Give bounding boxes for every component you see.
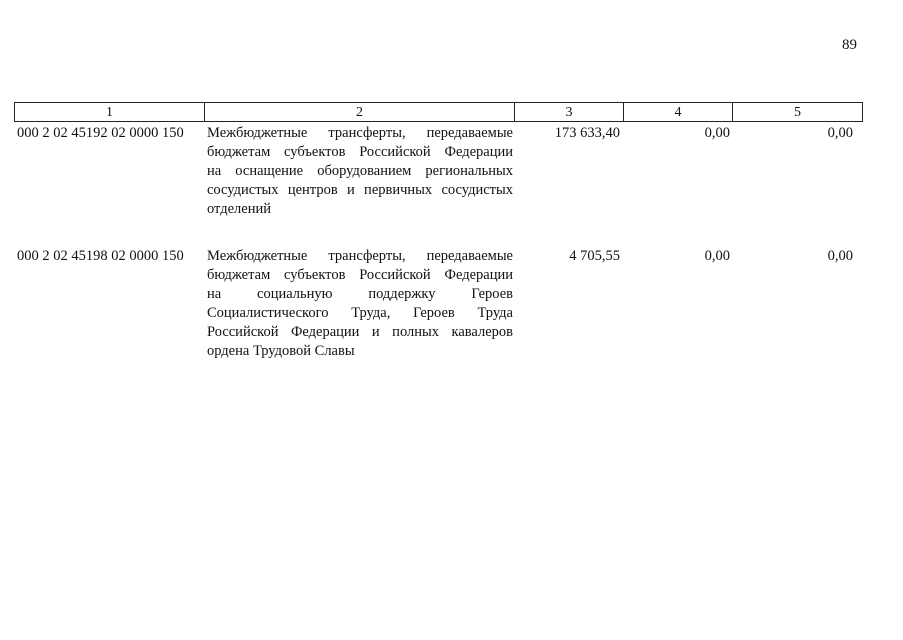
row-code: 000 2 02 45198 02 0000 150 xyxy=(17,248,184,264)
description-line: на социальную поддержку Героев xyxy=(207,286,513,302)
row-value-col4: 0,00 xyxy=(704,125,730,141)
row-value-col3: 4 705,55 xyxy=(569,248,620,264)
header-col-1: 1 xyxy=(15,103,205,121)
row-value-col5: 0,00 xyxy=(827,248,853,264)
description-line: Межбюджетные трансферты, передаваемые xyxy=(207,125,513,141)
description-line: сосудистых центров и первичных сосудистых xyxy=(207,182,513,198)
header-col-2: 2 xyxy=(205,103,515,121)
row-value-col3: 173 633,40 xyxy=(554,125,620,141)
description-line: на оснащение оборудованием региональных xyxy=(207,163,513,179)
description-line: Межбюджетные трансферты, передаваемые xyxy=(207,248,513,264)
header-col-4: 4 xyxy=(624,103,733,121)
row-value-col4: 0,00 xyxy=(704,248,730,264)
header-col-3: 3 xyxy=(515,103,624,121)
table-header xyxy=(14,102,863,122)
page-number: 89 xyxy=(842,37,857,53)
row-description xyxy=(207,247,513,361)
row-description xyxy=(207,124,513,219)
row-value-col5: 0,00 xyxy=(827,125,853,141)
description-line: ордена Трудовой Славы xyxy=(207,343,355,359)
description-line: бюджетам субъектов Российской Федерации xyxy=(207,267,513,283)
description-line: Социалистического Труда, Героев Труда xyxy=(207,305,513,321)
header-col-5: 5 xyxy=(794,105,801,120)
description-line: Российской Федерации и полных кавалеров xyxy=(207,324,513,340)
row-code: 000 2 02 45192 02 0000 150 xyxy=(17,125,184,141)
description-line: отделений xyxy=(207,201,271,217)
description-line: бюджетам субъектов Российской Федерации xyxy=(207,144,513,160)
